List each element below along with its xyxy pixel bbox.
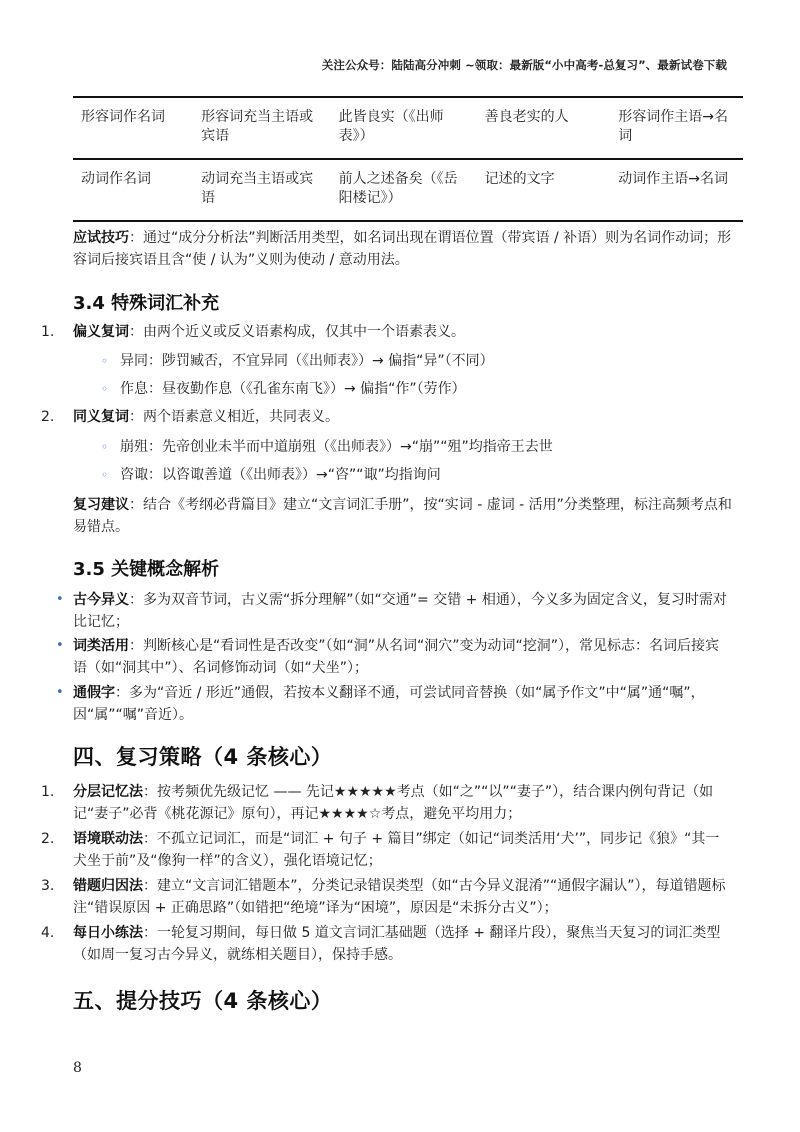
- sub-list-item: [101, 378, 720, 400]
- list-item: [41, 321, 733, 343]
- term-label: 错题归因法: [73, 878, 143, 894]
- term-text: ：多为“音近 / 形近”通假，若按本义翻译不通，可尝试同音替换（如“属予作文”中“属”通“嘱”，因“属”“嘱”音近）。: [73, 685, 705, 723]
- exam-tip-text: ：通过“成分分析法”判断活用类型，如名词出现在谓语位置（带宾语 / 补语）则为名词作动词；形容词后接宾语且含“使 / 认为”义则为使动 / 意动用法。: [73, 230, 732, 268]
- bullet-icon: •: [56, 592, 64, 607]
- term-label: 同义复词: [73, 409, 129, 425]
- sub-item-text: 咨诹：以咨诹善道（《出师表》）→“咨”“诹”均指询问: [120, 467, 441, 483]
- table-cell: 形容词作主语→名词: [610, 97, 743, 159]
- circle-bullet-icon: ◦: [101, 468, 109, 482]
- review-suggestion: [73, 494, 733, 538]
- bullet-icon: •: [56, 638, 64, 653]
- section-3-5-title: 3.5 关键概念解析: [73, 559, 220, 580]
- list-number: 2.: [41, 831, 55, 847]
- table-cell: 形容词作名词: [73, 97, 193, 159]
- bullet-icon: •: [56, 685, 64, 700]
- list-item: [41, 781, 733, 825]
- table-cell: 动词作主语→名词: [610, 159, 743, 221]
- list-item: [56, 589, 733, 633]
- term-label: 词类活用: [73, 638, 129, 654]
- review-text: ：结合《考纲必背篇目》建立“文言词汇手册”，按“实词 - 虚词 - 活用”分类整理，标注高频考点和易错点。: [73, 497, 732, 535]
- term-label: 偏义复词: [73, 324, 129, 340]
- table-cell: 动词作名词: [73, 159, 193, 221]
- sub-list-item: [101, 464, 720, 486]
- term-text: ：按考频优先级记忆 —— 先记★★★★★考点（如“之”“以”“妻子”），结合课内例句背记（如记“妻子”必背《桃花源记》原句），再记★★★★☆考点，避免平均用力；: [73, 784, 714, 822]
- term-text: ：两个语素意义相近，共同表义。: [129, 409, 339, 425]
- list-number: 1.: [41, 784, 55, 800]
- table-row: [73, 97, 743, 159]
- word-usage-table: [73, 96, 743, 222]
- page-header: 关注公众号：陆陆高分冲刺 ~领取：最新版“小中高考-总复习”、最新试卷下载: [321, 58, 727, 72]
- circle-bullet-icon: ◦: [101, 440, 109, 454]
- exam-tip: [73, 227, 733, 271]
- table-cell: 前人之述备矣（《岳阳楼记》）: [331, 159, 477, 221]
- term-text: ：一轮复习期间，每日做 5 道文言词汇基础题（选择 + 翻译片段），聚焦当天复习的词汇类型（如周一复习古今异义，就练相关题目），保持手感。: [73, 925, 721, 963]
- list-item: [41, 406, 733, 428]
- sub-list-item: [101, 436, 720, 458]
- list-item: [41, 922, 733, 966]
- list-item: [56, 635, 733, 679]
- page-number: 8: [73, 1060, 82, 1076]
- sub-item-text: 作息：昼夜勤作息（《孔雀东南飞》）→ 偏指“作”（劳作）: [120, 381, 466, 397]
- list-number: 3.: [41, 878, 55, 894]
- table-cell: 记述的文字: [477, 159, 611, 221]
- circle-bullet-icon: ◦: [101, 382, 109, 396]
- table-cell: 形容词充当主语或宾语: [193, 97, 331, 159]
- term-label: 古今异义: [73, 592, 129, 608]
- list-item: [56, 682, 733, 726]
- list-item: [41, 828, 733, 872]
- table-cell: 此皆良实（《出师表》）: [331, 97, 477, 159]
- term-text: ：判断核心是“看词性是否改变”（如“洞”从名词“洞穴”变为动词“挖洞”），常见标志：名词后接宾语（如“洞其中”）、名词修饰动词（如“犬坐”）；: [73, 638, 720, 676]
- list-number: 4.: [41, 925, 55, 941]
- list-number: 1.: [41, 324, 55, 340]
- circle-bullet-icon: ◦: [101, 354, 109, 368]
- term-text: ：由两个近义或反义语素构成，仅其中一个语素表义。: [129, 324, 465, 340]
- sub-item-text: 异同：陟罚臧否，不宜异同（《出师表》）→ 偏指“异”（不同）: [120, 353, 494, 369]
- term-text: ：建立“文言词汇错题本”，分类记录错误类型（如“古今异义混淆”“通假字漏认”），每道错题标注“错误原因 + 正确思路”（如错把“绝境”译为“困境”，原因是“未拆分古义”）；: [73, 878, 726, 916]
- section-4-title: 四、复习策略（4 条核心）: [73, 745, 333, 769]
- term-text: ：多为双音节词，古义需“拆分理解”（如“交通”= 交错 + 相通），今义多为固定含义，复习时需对比记忆；: [73, 592, 727, 630]
- term-label: 分层记忆法: [73, 784, 143, 800]
- section-5-title: 五、提分技巧（4 条核心）: [73, 989, 333, 1013]
- list-number: 2.: [41, 409, 55, 425]
- table-row: [73, 159, 743, 221]
- section-3-4-title: 3.4 特殊词汇补充: [73, 293, 220, 314]
- table-cell: 动词充当主语或宾语: [193, 159, 331, 221]
- sub-list-item: [101, 350, 720, 372]
- table-cell: 善良老实的人: [477, 97, 611, 159]
- term-label: 语境联动法: [73, 831, 143, 847]
- sub-item-text: 崩殂：先帝创业未半而中道崩殂（《出师表》）→“崩”“殂”均指帝王去世: [120, 439, 553, 455]
- review-label: 复习建议: [73, 497, 129, 513]
- exam-tip-label: 应试技巧: [73, 230, 129, 246]
- term-text: ：不孤立记词汇，而是“词汇 + 句子 + 篇目”绑定（如记“词类活用‘犬’”，同步记《狼》“其一犬坐于前”及“像狗一样”的含义），强化语境记忆；: [73, 831, 720, 869]
- term-label: 通假字: [73, 685, 115, 701]
- list-item: [41, 875, 733, 919]
- term-label: 每日小练法: [73, 925, 143, 941]
